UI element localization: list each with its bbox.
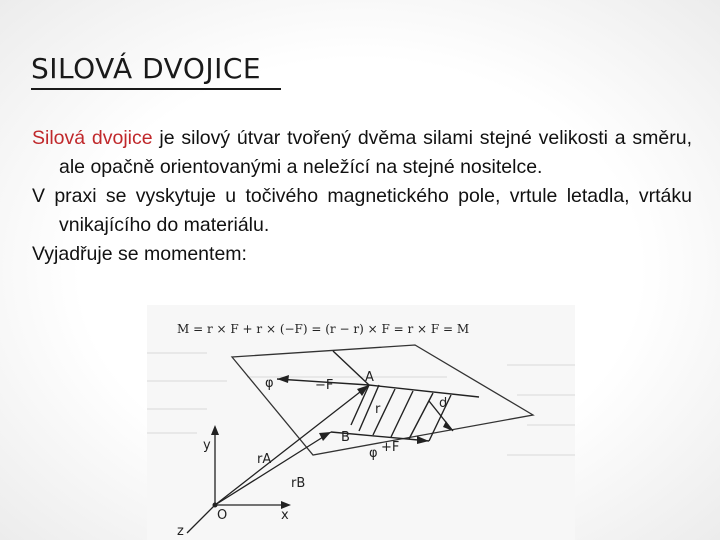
z-axis-label: z xyxy=(177,524,184,539)
definition-text: je silový útvar tvořený dvěma silami stejné velikosti a směru, ale opačně orientovanými a neležící na stejné nositelce. xyxy=(59,127,692,178)
r-vector-label: r xyxy=(375,402,381,417)
slide-body xyxy=(32,124,692,269)
usage-paragraph: V praxi se vyskytuje u točivého magnetického pole, vrtule letadla, vrtáku vnikajícího do materiálu. xyxy=(32,185,692,236)
x-axis-label: x xyxy=(281,508,289,523)
r-a-label: rA xyxy=(257,452,272,467)
minus-f-label: −F xyxy=(315,378,334,393)
slide-title: SILOVÁ DVOJICE xyxy=(31,52,262,85)
origin-point xyxy=(213,503,218,508)
moment-paragraph: Vyjadřuje se momentem: xyxy=(32,243,247,265)
definition-paragraph xyxy=(32,124,692,182)
r-b-arrowhead xyxy=(319,432,331,441)
plus-f-label: +F xyxy=(381,440,400,455)
plane-outline xyxy=(232,345,533,455)
term-highlight: Silová dvojice xyxy=(32,127,153,149)
d-label: d xyxy=(439,396,448,411)
origin-label: O xyxy=(217,508,228,523)
moment-equation: M = r × F + r × (−F) = (r − r) × F = r × F = M xyxy=(177,322,470,336)
plus-f-arrowhead xyxy=(417,436,429,444)
force-couple-figure xyxy=(147,305,575,540)
force-couple-diagram xyxy=(147,305,575,540)
point-b-label: B xyxy=(341,430,350,445)
title-underline xyxy=(31,88,281,90)
minus-f-arrowhead xyxy=(277,375,289,383)
phi-bottom-label: φ xyxy=(369,446,378,461)
y-axis-arrow xyxy=(211,425,219,435)
y-axis-label: y xyxy=(203,438,211,453)
r-b-label: rB xyxy=(291,476,306,491)
d-arrowhead xyxy=(443,421,453,431)
coordinate-axes xyxy=(187,385,369,533)
point-a-label: A xyxy=(365,370,374,385)
phi-top-label: φ xyxy=(265,376,274,391)
